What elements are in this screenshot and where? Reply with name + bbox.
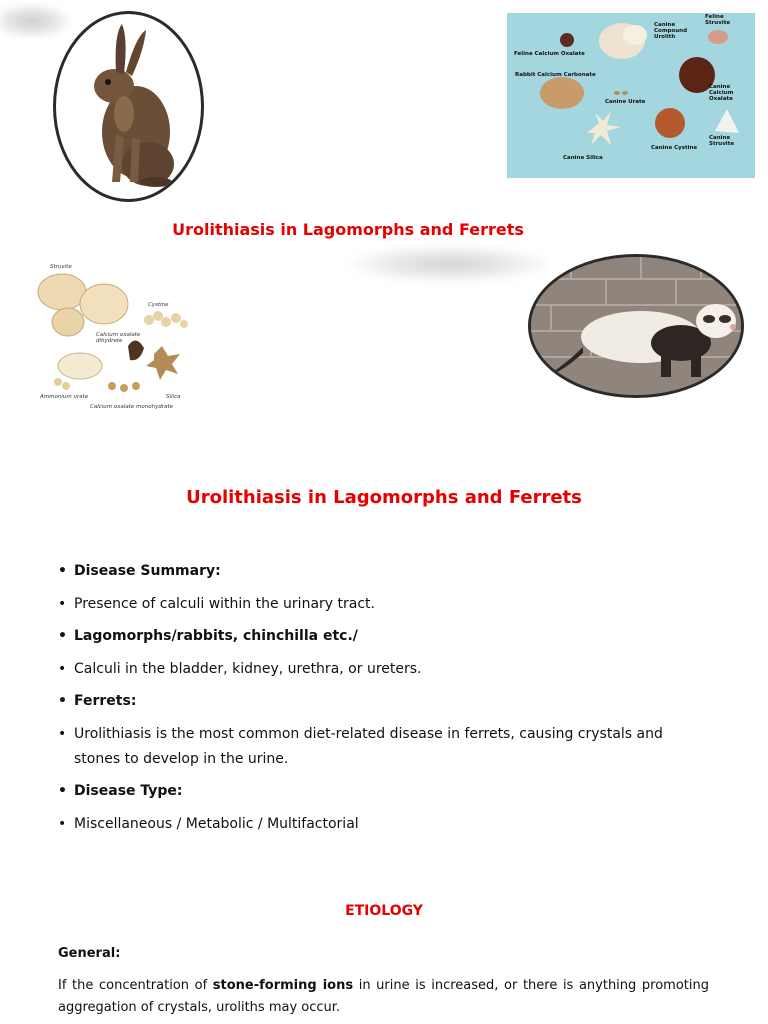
stone-label: Canine Cystine bbox=[651, 145, 698, 151]
stone-label: Canine Calcium Oxalate bbox=[709, 84, 734, 102]
stone-label: Canine Silica bbox=[563, 155, 603, 161]
list-item: • Ferrets: bbox=[58, 689, 698, 714]
rabbit-illustration bbox=[56, 14, 201, 199]
ferret-image bbox=[528, 254, 744, 398]
stone-label: Calcium oxalate dihydrate bbox=[96, 332, 141, 344]
list-item: • Urolithiasis is the most common diet-related disease in ferrets, causing crystals and stones to develop in the urine. bbox=[58, 722, 698, 772]
paragraph-text: in urine is increased, or there is anything promoting aggregation of crystals, uroliths may occur. bbox=[58, 978, 709, 1015]
stone-label: Canine Struvite bbox=[709, 135, 735, 147]
paragraph-text: If the concentration of bbox=[58, 978, 213, 993]
list-item: • Presence of calculi within the urinary tract. bbox=[58, 592, 698, 617]
stone-label: Canine Urate bbox=[605, 99, 646, 105]
etiology-paragraph bbox=[58, 975, 709, 1019]
stone-label: Struvite bbox=[50, 264, 72, 270]
uroliths-photo bbox=[507, 13, 755, 178]
section-heading-etiology: ETIOLOGY bbox=[345, 903, 423, 919]
uroliths-illustration bbox=[34, 262, 204, 414]
summary-list bbox=[58, 559, 698, 844]
list-item: • Calculi in the bladder, kidney, urethra, or ureters. bbox=[58, 657, 698, 682]
list-item: • Miscellaneous / Metabolic / Multifactorial bbox=[58, 812, 698, 837]
stone-label: Cystine bbox=[148, 302, 169, 308]
stone-label: Feline Struvite bbox=[705, 14, 731, 26]
paragraph-bold-text: stone-forming ions bbox=[212, 978, 354, 993]
stone-label: Silica bbox=[166, 394, 181, 400]
stone-label: Feline Calcium Oxalate bbox=[514, 51, 585, 57]
page-title-top: Urolithiasis in Lagomorphs and Ferrets bbox=[172, 220, 524, 239]
blurred-smudge bbox=[350, 246, 550, 282]
stone-label: Calcium oxalate monohydrate bbox=[90, 404, 174, 410]
list-item: • Disease Summary: bbox=[58, 559, 698, 584]
subheading-general: General: bbox=[58, 946, 121, 961]
ferret-illustration bbox=[531, 257, 741, 395]
page-title-main: Urolithiasis in Lagomorphs and Ferrets bbox=[186, 487, 582, 508]
list-item: • Lagomorphs/rabbits, chinchilla etc./ bbox=[58, 624, 698, 649]
stone-label: Rabbit Calcium Carbonate bbox=[515, 72, 596, 78]
blurred-smudge bbox=[0, 4, 70, 38]
rabbit-image bbox=[53, 11, 204, 202]
stone-label: Ammonium urate bbox=[40, 394, 89, 400]
stone-label: Canine Compound Urolith bbox=[654, 22, 688, 40]
list-item: • Disease Type: bbox=[58, 779, 698, 804]
